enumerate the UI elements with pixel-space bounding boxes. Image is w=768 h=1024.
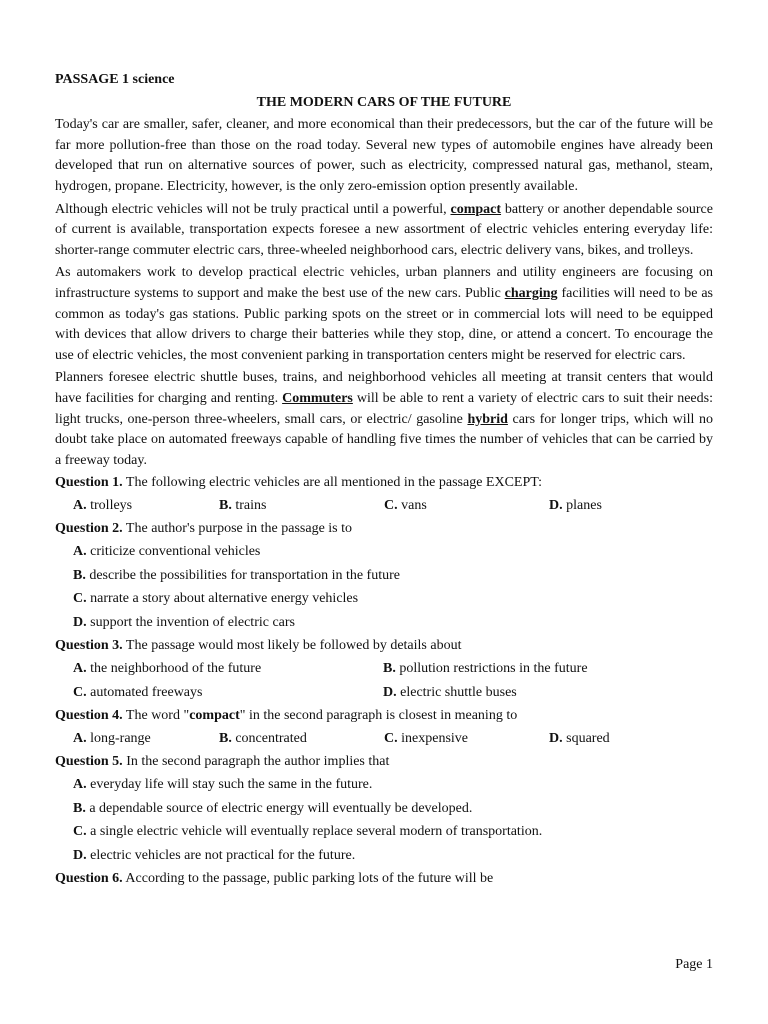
option-a[interactable] xyxy=(73,659,383,680)
option-letter: A. xyxy=(73,544,87,560)
question-2 xyxy=(55,519,713,633)
keyword-compact: compact xyxy=(450,201,502,217)
question-number: Question 1. xyxy=(55,475,123,491)
option-text: long-range xyxy=(86,730,151,746)
question-6 xyxy=(55,869,713,890)
paragraph-4-text-b: will be able to rent a variety of electric cars to suit their needs: light trucks, one-person three-wheelers, small cars, or electric/ gasoline xyxy=(55,390,713,427)
option-text: a single electric vehicle will eventually replace several modern of transportation. xyxy=(86,824,543,840)
question-text-a: The word " xyxy=(122,708,190,724)
option-text: trains xyxy=(231,497,267,513)
option-d[interactable] xyxy=(549,729,709,750)
question-text: The following electric vehicles are all mentioned in the passage EXCEPT: xyxy=(122,475,542,491)
option-letter: A. xyxy=(73,497,87,513)
keyword-charging: charging xyxy=(504,285,558,301)
option-b[interactable] xyxy=(73,566,713,587)
passage-label: PASSAGE 1 science xyxy=(55,72,175,87)
option-d[interactable] xyxy=(73,846,713,867)
question-number: Question 5. xyxy=(55,754,123,770)
paragraph-2-text-b: battery or another dependable source of current is available, transportation expects foresee a new assortment of electric vehicles entering everyday life: shorter-range commuter electric cars, three-wheeled neighborhood cars, electric delivery vans, bikes, and trolleys. xyxy=(55,201,713,258)
paragraph-2 xyxy=(55,200,713,262)
paragraph-4-text-c: cars for longer trips, which will no doubt take place on automated freeways capable of handling five times the number of vehicles that can be carried by a freeway today. xyxy=(55,411,713,468)
passage-title: THE MODERN CARS OF THE FUTURE xyxy=(256,94,512,110)
question-4 xyxy=(55,706,713,749)
option-d[interactable] xyxy=(549,496,709,517)
option-text: everyday life will stay such the same in the future. xyxy=(86,777,373,792)
option-c[interactable] xyxy=(73,822,713,843)
question-6-stem xyxy=(55,869,713,890)
question-number: Question 3. xyxy=(55,638,123,654)
option-b[interactable] xyxy=(383,659,713,680)
paragraph-4 xyxy=(55,368,713,471)
option-letter: C. xyxy=(73,824,87,840)
question-5-options xyxy=(55,775,713,866)
option-c[interactable] xyxy=(384,496,549,517)
paragraph-2-text-a: Although electric vehicles will not be truly practical until a powerful, xyxy=(55,201,451,217)
option-d[interactable] xyxy=(383,683,713,704)
option-letter: C. xyxy=(73,684,87,700)
option-letter: A. xyxy=(73,730,87,746)
option-c[interactable] xyxy=(73,589,713,610)
option-text: describe the possibilities for transportation in the future xyxy=(85,567,400,583)
option-letter: B. xyxy=(219,497,232,513)
option-text: inexpensive xyxy=(397,730,468,746)
option-letter: C. xyxy=(384,497,398,513)
option-letter: D. xyxy=(73,614,87,630)
option-letter: A. xyxy=(73,777,87,792)
option-letter: B. xyxy=(73,800,86,816)
option-text: the neighborhood of the future xyxy=(86,661,262,677)
option-c[interactable] xyxy=(384,729,549,750)
page-number: Page 1 xyxy=(675,957,713,972)
paragraph-3-text-a: As automakers work to develop practical electric vehicles, urban planners and utility engineers are focusing on infrastructure systems to support and make the best use of the new cars. Public xyxy=(55,265,713,301)
question-1-stem xyxy=(55,473,713,494)
option-text: electric shuttle buses xyxy=(396,684,517,700)
question-number: Question 6. xyxy=(55,871,123,887)
question-2-options xyxy=(55,542,713,633)
question-keyword: compact xyxy=(189,708,240,724)
question-text: The author's purpose in the passage is to xyxy=(122,521,353,537)
option-letter: C. xyxy=(384,730,398,746)
option-text: criticize conventional vehicles xyxy=(86,544,261,560)
option-letter: B. xyxy=(383,661,396,677)
question-4-options xyxy=(55,729,713,750)
option-letter: B. xyxy=(219,730,232,746)
option-c[interactable] xyxy=(73,683,383,704)
option-text: trolleys xyxy=(86,497,133,513)
option-d[interactable] xyxy=(73,613,713,634)
keyword-hybrid: hybrid xyxy=(467,411,508,427)
option-a[interactable] xyxy=(73,542,713,563)
paragraph-3 xyxy=(55,263,713,366)
option-text: narrate a story about alternative energy vehicles xyxy=(86,591,359,607)
option-letter: D. xyxy=(549,497,563,513)
question-4-stem xyxy=(55,706,713,727)
option-text: pollution restrictions in the future xyxy=(395,661,588,677)
option-letter: A. xyxy=(73,661,87,677)
question-5 xyxy=(55,752,713,866)
question-number: Question 4. xyxy=(55,708,123,724)
question-1-options xyxy=(55,496,713,517)
question-3-options xyxy=(55,659,713,703)
option-letter: B. xyxy=(73,567,86,583)
option-text: vans xyxy=(397,497,427,513)
option-text: automated freeways xyxy=(86,684,203,700)
option-text: electric vehicles are not practical for the future. xyxy=(86,847,356,863)
keyword-commuters: Commuters xyxy=(282,390,353,406)
question-1 xyxy=(55,473,713,516)
question-text: In the second paragraph the author implies that xyxy=(122,754,390,770)
question-3-stem xyxy=(55,636,713,657)
question-5-stem xyxy=(55,752,713,773)
option-b[interactable] xyxy=(73,799,713,820)
option-a[interactable] xyxy=(73,496,219,517)
option-text: squared xyxy=(562,730,610,746)
option-a[interactable] xyxy=(73,729,219,750)
option-a[interactable] xyxy=(73,775,713,796)
option-letter: D. xyxy=(383,684,397,700)
question-text: According to the passage, public parking lots of the future will be xyxy=(122,871,494,887)
option-text: a dependable source of electric energy will eventually be developed. xyxy=(85,800,473,816)
option-b[interactable] xyxy=(219,729,384,750)
option-text: support the invention of electric cars xyxy=(86,614,295,630)
option-letter: C. xyxy=(73,591,87,607)
option-letter: D. xyxy=(73,847,87,863)
question-3 xyxy=(55,636,713,703)
paragraph-1: Today's car are smaller, safer, cleaner, and more economical than their predecessors, but the car of the future will be far more pollution-free than those on the road today. Several new types of automobile engines have already been developed that run on alternative sources of power, such as electricity, compressed natural gas, methanol, steam, hydrogen, propane. Electricity, however, is the only zero-emission option presently available. xyxy=(55,117,713,194)
question-text: The passage would most likely be followed by details about xyxy=(122,638,462,654)
question-number: Question 2. xyxy=(55,521,123,537)
option-b[interactable] xyxy=(219,496,384,517)
paragraph-3-text-b: facilities will need to be as common as today's gas stations. Public parking spots on the street or in commercial lots will need to be equipped with devices that allow drivers to charge their batteries while they stop, dine, or attend a concert. To encourage the use of electric vehicles, the most convenient parking in transportation centers might be reserved for electric cars. xyxy=(55,285,713,363)
paragraph-4-text-a: Planners foresee electric shuttle buses, trains, and neighborhood vehicles all meeting at transit centers that would have facilities for charging and renting. xyxy=(55,370,713,406)
question-text-b: " in the second paragraph is closest in meaning to xyxy=(239,708,518,724)
question-2-stem xyxy=(55,519,713,540)
option-text: concentrated xyxy=(231,730,307,746)
option-text: planes xyxy=(562,497,602,513)
option-letter: D. xyxy=(549,730,563,746)
